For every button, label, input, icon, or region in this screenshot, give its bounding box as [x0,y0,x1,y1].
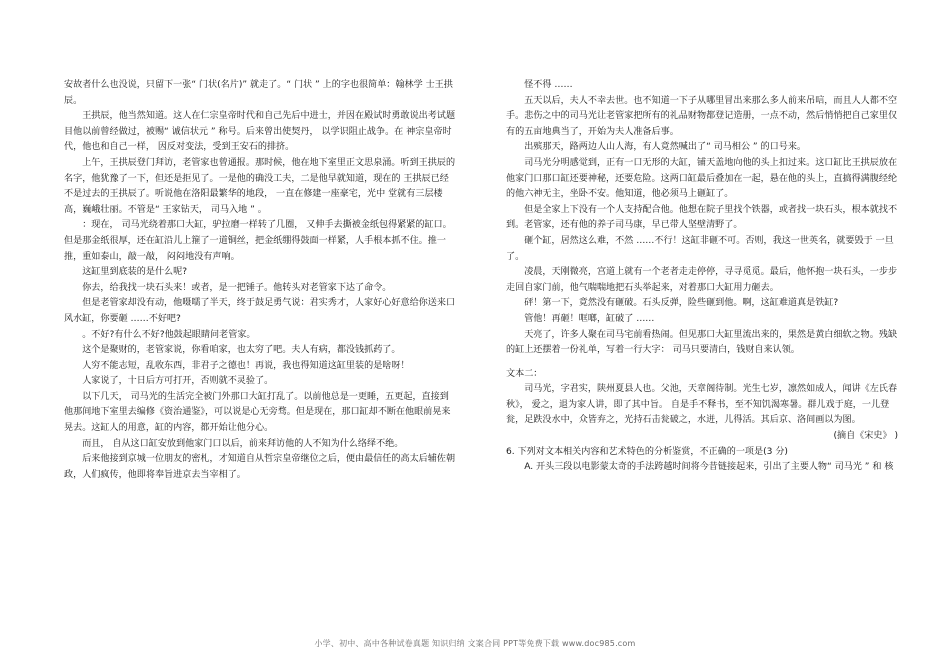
paragraph: 王拱辰，他当然知道。这人在仁宗皇帝时代和自己先后中进士，并因在殿试时勇敢说出考试题目他以前曾经做过，被赐“ 诚信状元 ” 称号。后来曾出使契丹， 以学识阻止战争。在 神宗皇帝时代，他也和自己一样， 因反对变法，受到王安石的排挤。 [64,111,456,153]
paragraph: 五天以后，夫人不幸去世。也不知道一下子从哪里冒出来那么多人前来吊唁，而且人人都不空手。悲伤之中的司马光让老管家把所有的礼品财物都登记造册，一点不动，然后悄悄把自己家里仅有的五亩地典当了，开始为夫人准备后事。 [506,95,898,137]
paragraph: 后来他接到京城一位朋友的密札，才知道自从哲宗皇帝继位之后，便由最信任的高太后辅佐朝政，人们疯传，他即将奉旨进京去当宰相了。 [64,454,456,480]
paragraph: 而且， 自从这口缸安放到他家门口以后，前来拜访他的人不知为什么络绎不绝。 [82,438,404,449]
paragraph: 管他！再砸！哐啷，缸破了 …… [524,313,655,324]
paragraph: 砰！第一下，竟然没有砸破。石头反弹，险些砸到他。啊，这缸难道真是铁缸? [524,298,839,309]
paragraph: 出殡那天，路两边人山人海，有人竟然喊出了“ 司马相公 ” 的口号来。 [524,142,807,153]
paragraph: 司马光分明感觉到，正有一口无形的大缸，铺天盖地向他的头上扣过来。这口缸比王拱辰放在他家门口那口缸还要神秘，还要危险。这两口缸最后叠加在一起，悬在他的头上，直搞得满腹经纶的他六神无主，坐卧不安。他知道，他必须马上砸缸了。 [506,157,898,200]
paragraph: 天亮了，许多人聚在司马宅前看热闹。但见那口大缸里流出来的，果然是黄白细软之物。残缺的缸上还摆着一份礼单，写着一行大字： 司马只要清白，钱财自来认领。 [506,329,898,356]
question-stem: 6. 下列对文本相关内容和艺术特色的分析鉴赏，不正确的一项是(3 分) [506,446,788,457]
paragraph: 以下几天， 司马光的生活完全被门外那口大缸打乱了。以前他总是一更睡，五更起，直接到他那间地下室里去编修《资治通鉴》，可以说是心无旁骛。但是现在，那口缸却不断在他眼前晃来晃去。这缸人的用意，缸的内容，都开始让他分心。 [64,391,451,434]
paragraph: 这缸里到底装的是什么呢? [82,267,188,278]
paragraph: 怪不得 …… [524,80,573,90]
paragraph: 砸个缸，居然这么难，不然 ……不行！这缸非砸不可。否则，我这一世英名，就要毁于 一旦了。 [506,235,894,262]
left-text-column [64,78,456,483]
paragraph: 人穷不能志短，乱收东西，非君子之德也！再说，我也得知道这缸里装的是啥呀！ [82,360,410,371]
paragraph: 这个是聚财的，老管家说，你看咱家，也太穷了吧。夫人有病，都没钱抓药了。 [82,345,401,356]
paragraph: 人家说了，十日后方可打开，否则就不灵验了。 [82,376,274,387]
page-footer: 小学、初中、高中各种试卷真题 知识归纳 文案合同 PPT等免费下载 www.doc985.com [314,639,636,648]
answer-option-a: A. 开头三段以电影蒙太奇的手法跨越时间将今昔链接起来，引出了主要人物“ 司马光 ” 和 核 [524,462,894,473]
section-heading: 文本二： [506,368,543,379]
paragraph: 凌晨，天刚微亮，宫道上就有一个老者走走停停，寻寻觅觅。最后，他怀抱一块石头，一步步走回自家门前，他气喘喘地把石头举起来，对着那口大缸用力砸去。 [506,267,898,293]
spacer [506,359,898,367]
paragraph: 安故者什么也没说，只留下一张“ 门状(名片)” 就走了。“ 门状 ” 上的字也很简单：翰林学 士王拱辰。 [64,80,453,106]
paragraph: 但是老管家却没有动，他嗫嚅了半天，终于鼓足勇气说：君实秀才，人家好心好意给你送来口风水缸，你要砸 ……不好吧? [64,298,456,324]
paragraph: 。不好?有什么不好?他鼓起眼睛问老管家。 [82,329,256,340]
paragraph: 你去，给我找一块石头来！或者，是一把锤子。他转头对老管家下达了命令。 [82,282,392,293]
right-text-column [506,78,898,476]
paragraph: 司马光，字君实，陕州夏县人也。父池，天章阁待制。光生七岁，凛然如成人，闻讲《左氏春秋》， 爱之，退为家人讲，即了其中旨。 自是手不释书，至不知饥渴寒暑。群儿戏于庭，一儿登瓮，足跌没水中，众皆弃之，光持石击瓮破之，水迸，儿得活。其后京、洛间画以为图。 [506,384,898,426]
paragraph: 上午，王拱辰登门拜访，老管家也曾通报。那时候，他在地下室里正文思泉涌。听到王拱辰的名字，他犹豫了一下，但还是拒见了。一是他的确没工夫，二是他早就知道，现在的 王拱辰已经不是过去的王拱辰了。听说他在洛阳最繁华的地段， 一直在修建一座豪宅，光中 堂就有三层楼高，巍峨壮丽。不管是“ 王家钻天， 司马入地 ” 。 [64,157,456,215]
paragraph: ：现在， 司马光绕着那口大缸，驴拉磨一样转了几圈， 又伸手去撕被金纸包得紧紧的缸口。但是那金纸很厚，还在缸沿儿上箍了一道铜丝，把金纸绷得鼓面一样紧，人手根本抓不住。推一推，重如泰山，敲一敲， 闷闷地没有声响。 [64,220,452,262]
paragraph: 但是全家上下没有一个人支持配合他。他想在院子里找个铁器，或者找一块石头，根本就找不到。老管家，还有他的养子司马康，早已带人坚壁清野了。 [506,204,898,231]
source-citation: (摘自《宋史》 ) [833,431,898,442]
